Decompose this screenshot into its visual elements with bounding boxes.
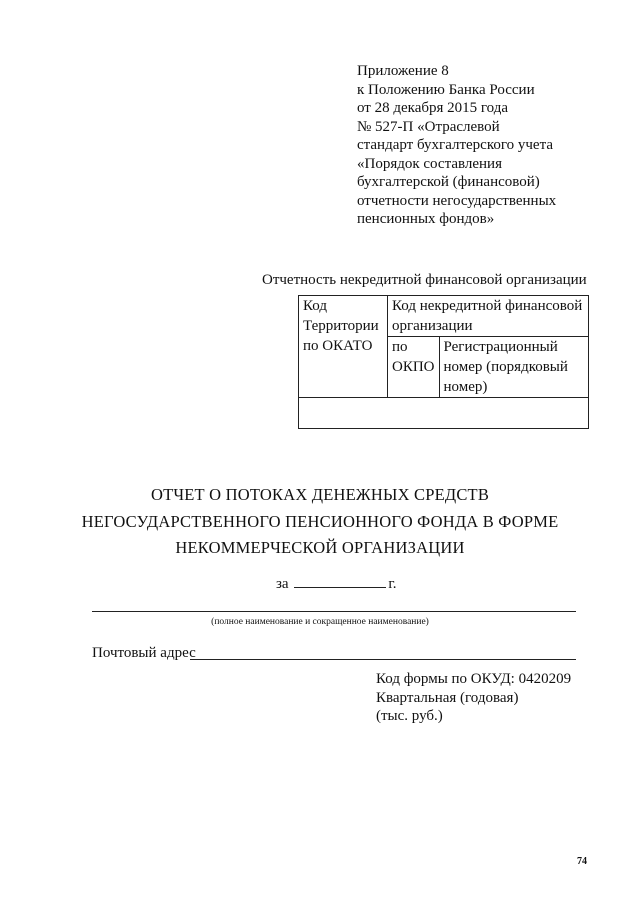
appendix-line: от 28 декабря 2015 года [357, 100, 509, 116]
report-title-line: НЕКОММЕРЧЕСКОЙ ОРГАНИЗАЦИИ [175, 538, 465, 557]
codes-table [298, 295, 589, 429]
appendix-line: пенсионных фондов» [357, 211, 495, 227]
org-code-header-cell: Код некредитной финансовой организации [388, 296, 589, 337]
appendix-header [357, 62, 556, 229]
appendix-line: «Порядок составления [357, 155, 502, 172]
appendix-line: к Положению Банка России [357, 81, 535, 98]
report-period [276, 575, 397, 593]
postal-address-label: Почтовый адрес [92, 645, 196, 661]
page-number: 74 [577, 856, 587, 867]
period-suffix: г. [388, 576, 397, 592]
appendix-line: № 527-П «Отраслевой [357, 118, 500, 135]
okud-code: Код формы по ОКУД: 0420209 [376, 671, 572, 687]
org-reporting-label: Отчетность некредитной финансовой организации [262, 272, 587, 288]
appendix-line: стандарт бухгалтерского учета [357, 137, 553, 153]
report-frequency: Квартальная (годовая) [376, 689, 519, 706]
report-title-line: ОТЧЕТ О ПОТОКАХ ДЕНЕЖНЫХ СРЕДСТВ [150, 485, 490, 504]
report-title-line: НЕГОСУДАРСТВЕННОГО ПЕНСИОННОГО ФОНДА В ФОРМЕ [81, 512, 559, 531]
organization-name-line[interactable] [92, 611, 576, 612]
appendix-line: Приложение 8 [357, 63, 449, 79]
appendix-line: бухгалтерской (финансовой) [357, 174, 540, 190]
reg-number-header-cell: Регистрационный номер (порядковый номер) [439, 337, 589, 398]
form-info [376, 670, 571, 726]
postal-address-line[interactable] [190, 659, 576, 660]
appendix-line: отчетности негосударственных [357, 192, 557, 209]
codes-value-cell[interactable] [299, 398, 589, 429]
organization-name-caption: (полное наименование и сокращенное наименование) [211, 617, 429, 627]
period-prefix: за [276, 576, 289, 592]
report-units: (тыс. руб.) [376, 708, 443, 724]
okpo-header-cell: по ОКПО [388, 337, 440, 398]
period-blank[interactable] [294, 575, 386, 588]
okato-header-cell: Код Территории по ОКАТО [299, 296, 388, 398]
